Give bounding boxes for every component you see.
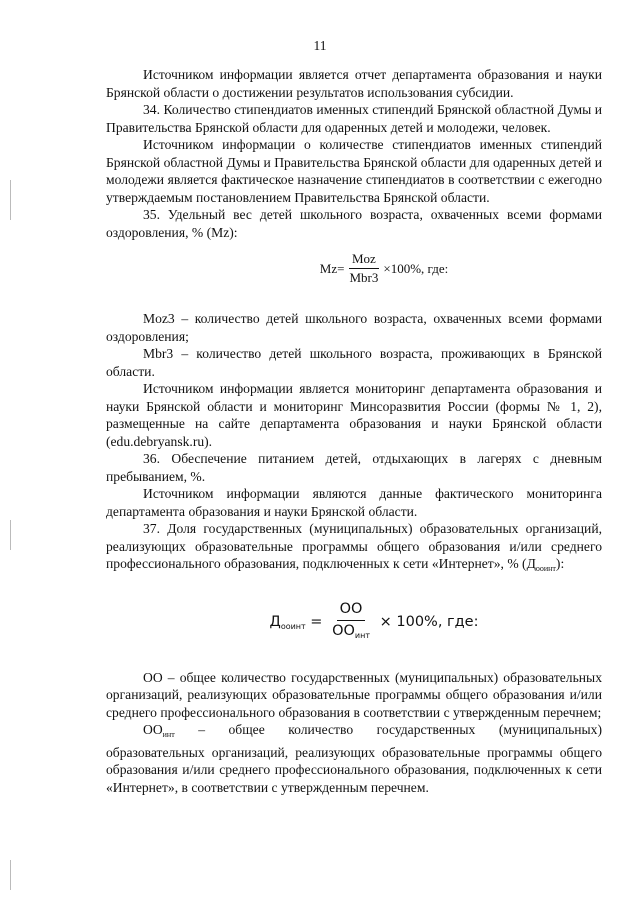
subscript: ооинт	[535, 564, 556, 573]
scan-margin-mark	[10, 520, 11, 550]
formula-equals: =	[305, 614, 328, 630]
heading-tail: ):	[555, 556, 565, 571]
formula-denominator	[329, 621, 373, 645]
formula-fraction	[329, 600, 373, 645]
paragraph: Источником информации являются данные фактического мониторинга департамента образования и науки Брянской области.	[106, 486, 602, 519]
formula-lhs-symbol: Д	[269, 613, 281, 630]
paragraph: Источником информации о количестве стипендиатов именных стипендий Брянской областной Думы и Правительства Брянской области для одаренных детей и молодежи является фактическое назначение стипендиатов в соответствии с ежегодно утверждаемым постановлением Правительства Брянской области.	[106, 137, 602, 205]
item-35-heading: 35. Удельный вес детей школьного возраста, охваченных всеми формами оздоровления, % (Mz):	[106, 207, 602, 240]
formula-rhs: × 100%, где:	[375, 614, 479, 630]
formula-lhs	[269, 614, 305, 631]
item-34-heading: 34. Количество стипендиатов именных стипендий Брянской областной Думы и Правительства Брянской области для одаренных детей и молодежи, человек.	[106, 102, 602, 135]
document-body	[106, 66, 602, 796]
item-36-heading: 36. Обеспечение питанием детей, отдыхающих в лагерях с дневным пребыванием, %.	[106, 451, 602, 484]
definition: Moz3 – количество детей школьного возраста, охваченных всеми формами оздоровления;	[106, 311, 602, 344]
definition: ОО – общее количество государственных (муниципальных) образовательных организаций, реализующих образовательные программы общего образования и/или среднего профессионального образования в соответствии с утвержденным перечнем;	[106, 669, 602, 720]
scan-margin-mark	[10, 180, 11, 220]
formula-mz	[106, 251, 602, 286]
formula-d	[106, 600, 602, 645]
definition-text: – общее количество государственных (муниципальных) образовательных организаций, реализующих образовательные программы общего образования и/или среднего профессионального образования, подключенных к сети «Интернет», в соответствии с утвержденным перечнем.	[106, 722, 602, 795]
page-number: 11	[313, 38, 327, 53]
formula-denominator-subscript: инт	[354, 630, 370, 640]
formula-denominator: Mbr3	[349, 270, 379, 285]
formula-lhs: Mz=	[319, 260, 345, 276]
scan-margin-mark	[10, 860, 11, 890]
item-37-heading	[106, 520, 602, 578]
definition	[106, 721, 602, 796]
formula-numerator: Moz	[349, 251, 379, 269]
formula-lhs-subscript: ооинт	[280, 621, 306, 631]
definition-term: ОО	[143, 722, 163, 737]
subscript: инт	[162, 730, 175, 739]
definition: Mbr3 – количество детей школьного возраста, проживающих в Брянской области.	[106, 346, 602, 379]
formula-fraction	[346, 251, 381, 286]
formula-denominator-symbol: ОО	[332, 622, 355, 639]
heading-text: 37. Доля государственных (муниципальных) образовательных организаций, реализующих образовательные программы общего образования и/или среднего профессионального образования, подключенных к сети «Интернет», % (Д	[106, 521, 602, 571]
formula-rhs: ×100%, где:	[383, 260, 449, 276]
formula-numerator: ОО	[337, 600, 366, 621]
paragraph: Источником информации является отчет департамента образования и науки Брянской области о достижении результатов использования субсидии.	[106, 67, 602, 100]
paragraph: Источником информации является мониторинг департамента образования и науки Брянской области и мониторинг Минсоразвития России (формы № 1, 2), размещенные на сайте департамента образования и науки Брянской области (edu.debryansk.ru).	[106, 381, 602, 449]
